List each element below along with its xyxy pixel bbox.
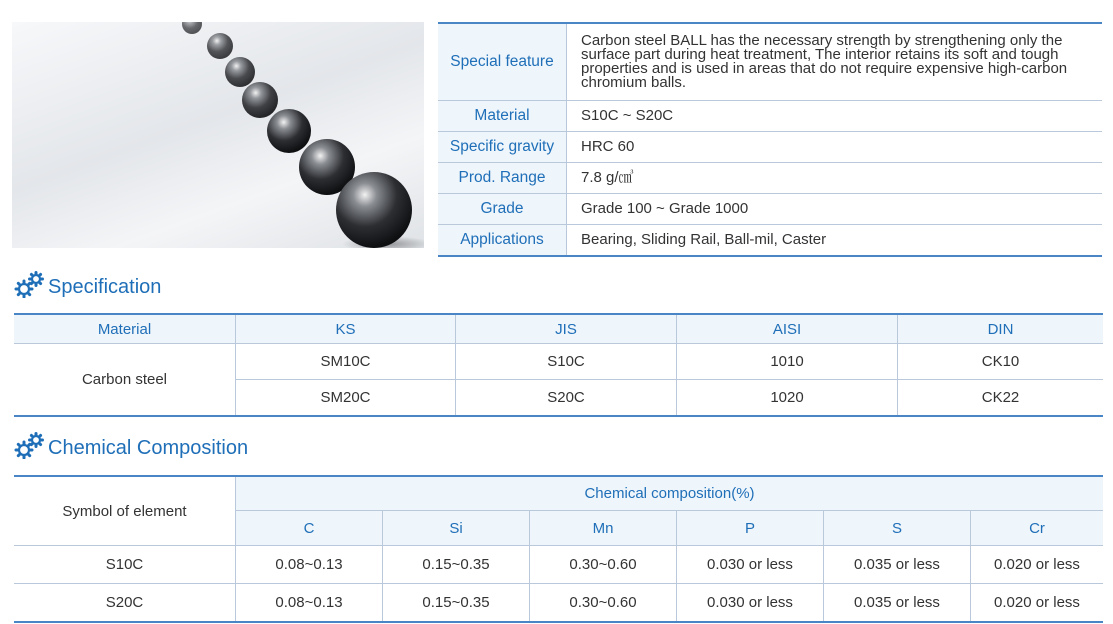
- feature-value: Grade 100 ~ Grade 1000: [567, 194, 1103, 225]
- column-header: Cr: [971, 511, 1104, 546]
- feature-row: [438, 194, 1102, 225]
- steel-balls-illustration: [12, 22, 424, 248]
- table-cell: 0.15~0.35: [383, 546, 530, 584]
- gears-icon: [14, 431, 46, 459]
- column-header: Mn: [530, 511, 677, 546]
- table-cell: S10C: [14, 546, 236, 584]
- column-header: AISI: [677, 314, 898, 344]
- table-cell: 0.020 or less: [971, 546, 1104, 584]
- table-cell: 1010: [677, 344, 898, 380]
- table-cell: 0.030 or less: [677, 584, 824, 623]
- group-header: Chemical composition(%): [236, 476, 1104, 511]
- feature-row: [438, 101, 1102, 132]
- column-header: JIS: [456, 314, 677, 344]
- table-cell: 0.020 or less: [994, 594, 1080, 611]
- specification-heading: [14, 270, 161, 298]
- table-header-row: [14, 476, 1103, 511]
- feature-row: [438, 23, 1102, 101]
- chemical-table: [14, 475, 1103, 623]
- column-header: Si: [383, 511, 530, 546]
- table-cell: 0.035 or less: [824, 584, 971, 623]
- table-cell: 0.30~0.60: [530, 546, 677, 584]
- feature-row: [438, 163, 1102, 194]
- table-cell: 1020: [677, 380, 898, 417]
- column-header: C: [236, 511, 383, 546]
- table-cell: 0.035 or less: [824, 546, 971, 584]
- feature-value: HRC 60: [567, 132, 1103, 163]
- gears-icon: [14, 270, 46, 298]
- table-cell: 0.30~0.60: [530, 584, 677, 623]
- table-cell: 0.030 or less: [677, 546, 824, 584]
- table-cell: 0.08~0.13: [236, 584, 383, 623]
- table-row: [14, 344, 1103, 380]
- feature-label: Specific gravity: [438, 132, 567, 163]
- section-title: Specification: [48, 276, 162, 298]
- column-header: S: [824, 511, 971, 546]
- feature-label: Special feature: [438, 23, 567, 101]
- table-cell: CK10: [898, 344, 1104, 380]
- feature-value: S10C ~ S20C: [567, 101, 1103, 132]
- table-cell: SM10C: [236, 344, 456, 380]
- table-cell: CK22: [981, 389, 1020, 406]
- specification-table: [14, 313, 1103, 417]
- table-row: [14, 584, 1103, 623]
- feature-value: Carbon steel BALL has the necessary strength by strengthening only the surface part during heat treatment, The interior retains its soft and tough properties and is used in areas that do not require expensive high-carbon chromium balls.: [567, 23, 1103, 101]
- table-cell: 0.15~0.35: [383, 584, 530, 623]
- table-cell: SM20C: [236, 380, 456, 417]
- feature-label: Prod. Range: [438, 163, 567, 194]
- table-cell: 0.08~0.13: [236, 546, 383, 584]
- symbol-header: Symbol of element: [14, 476, 236, 546]
- column-header: P: [677, 511, 824, 546]
- column-header: KS: [236, 314, 456, 344]
- feature-label: Grade: [438, 194, 567, 225]
- section-title: Chemical Composition: [48, 437, 249, 459]
- table-row: [14, 546, 1103, 584]
- feature-value: 7.8 g/㎤: [567, 163, 1103, 194]
- feature-table: [438, 22, 1102, 257]
- table-cell: S10C: [456, 344, 677, 380]
- table-cell: S20C: [14, 584, 236, 623]
- column-header: Material: [14, 314, 236, 344]
- material-cell: Carbon steel: [14, 344, 236, 417]
- feature-row: [438, 225, 1102, 257]
- feature-label: Material: [438, 101, 567, 132]
- feature-label: Applications: [438, 225, 567, 257]
- chemical-heading: [14, 431, 248, 459]
- feature-value: Bearing, Sliding Rail, Ball-mil, Caster: [581, 231, 827, 248]
- table-cell: S20C: [456, 380, 677, 417]
- feature-row: [438, 132, 1102, 163]
- table-header-row: [14, 314, 1103, 344]
- column-header: DIN: [898, 314, 1104, 344]
- product-photo: [12, 22, 424, 248]
